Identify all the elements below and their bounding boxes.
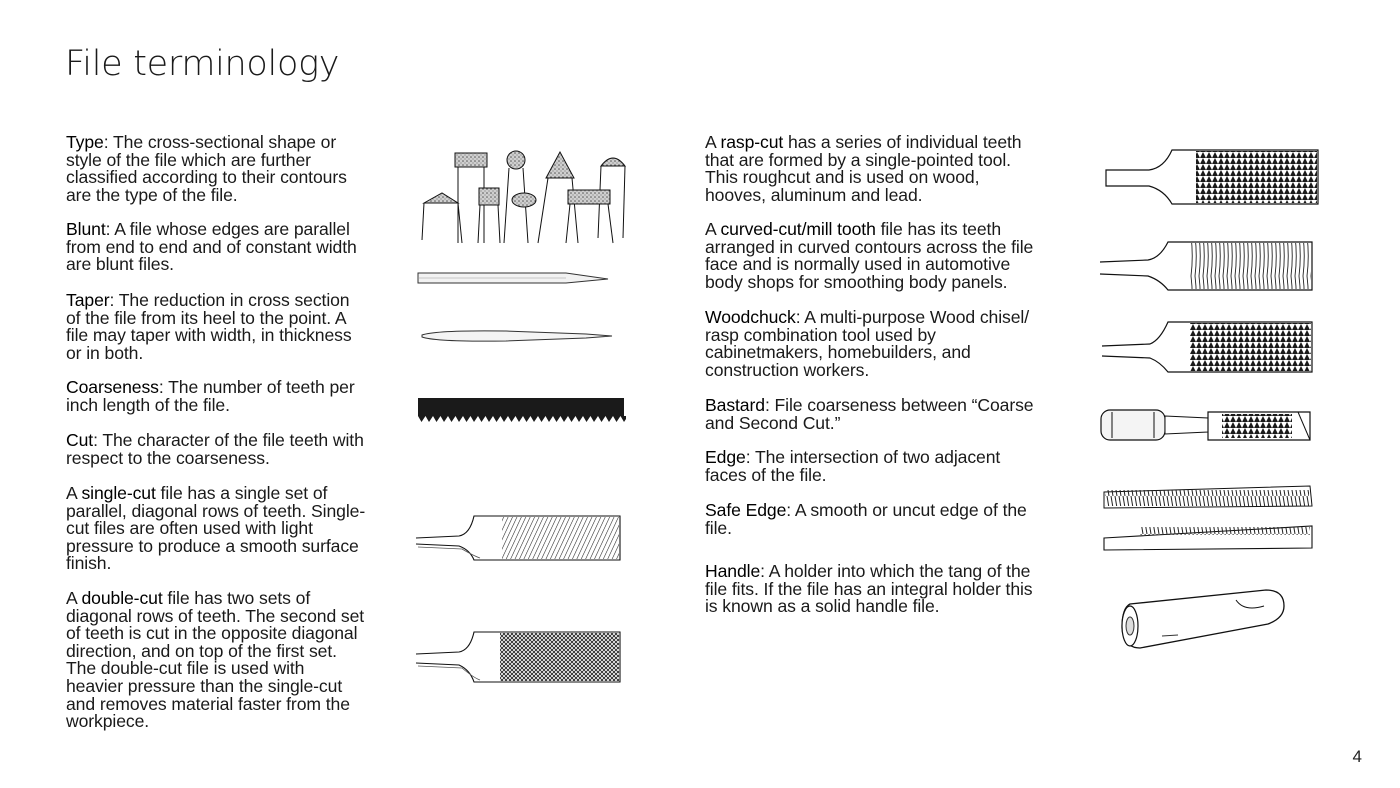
term-edge: Edge: The intersection of two adjacent faces of the file. (705, 447, 1001, 485)
page-number: 4 (1352, 747, 1362, 766)
term-curved-cut: A curved-cut/mill tooth file has its teeth arranged in curved contours across the file face and is normally used in automotive body shops for smoothing body panels. (705, 219, 1034, 292)
term-name: curved-cut/mill tooth (720, 219, 876, 239)
taper-file-illustration (416, 326, 616, 346)
term-safe-edge: Safe Edge: A smooth or uncut edge of the file. (705, 500, 1027, 538)
term-double-cut: A double-cut file has two sets of diagonal rows of teeth. The second set of teeth is cut in the opposite diagonal direction, and on top of the first set. The double-cut file is used with heavier pressure than the single-cut and removes material faster from the workpiece. (66, 588, 365, 732)
term-cut: Cut: The character of the file teeth with respect to the coarseness. (66, 430, 364, 468)
bastard-file-illustration (1098, 404, 1314, 446)
safe-edge-file-illustration (1100, 522, 1316, 554)
term-coarseness: Coarseness: The number of teeth per inch length of the file. (66, 377, 355, 415)
term-type: Type: The cross-sectional shape or style of the file which are further classified according to their contours are the type of the file. (66, 132, 347, 205)
double-cut-file-illustration (414, 628, 624, 688)
term-taper: Taper: The reduction in cross section of the file from its heel to the point. A file may taper with width, in thickness or in both. (66, 290, 352, 363)
single-cut-file-illustration (414, 510, 624, 566)
term-name: Safe Edge (705, 500, 787, 520)
term-name: Type (66, 132, 104, 152)
term-name: Coarseness (66, 377, 159, 397)
file-types-illustration (418, 148, 628, 246)
term-name: Edge (705, 447, 746, 467)
blunt-file-illustration (416, 268, 612, 288)
term-woodchuck: Woodchuck: A multi-purpose Wood chisel/ rasp combination tool used by cabinetmakers, homebuilders, and construction workers. (705, 307, 1030, 380)
handle-illustration (1118, 586, 1318, 652)
term-name: double-cut (81, 588, 163, 608)
edge-file-illustration (1102, 484, 1316, 514)
woodchuck-file-illustration (1100, 318, 1316, 376)
term-name: Blunt (66, 219, 106, 239)
term-name: rasp-cut (720, 132, 784, 152)
term-name: Cut (66, 430, 94, 450)
coarseness-illustration (418, 398, 626, 426)
page-title: File terminology (65, 44, 340, 84)
term-name: single-cut (81, 483, 156, 503)
term-rasp-cut: A rasp-cut has a series of individual teeth that are formed by a single-pointed tool. This roughcut and is used on wood, hooves, aluminum and lead. (705, 132, 1022, 205)
curved-cut-file-illustration (1098, 236, 1316, 296)
rasp-cut-file-illustration (1104, 146, 1320, 208)
term-blunt: Blunt: A file whose edges are parallel from end to end and of constant width are blunt files. (66, 219, 357, 275)
term-single-cut: A single-cut file has a single set of parallel, diagonal rows of teeth. Single-cut files are often used with light pressure to produce a smooth surface finish. (66, 483, 366, 574)
term-name: Bastard (705, 395, 765, 415)
term-name: Woodchuck (705, 307, 796, 327)
term-name: Taper (66, 290, 110, 310)
term-bastard: Bastard: File coarseness between “Coarse and Second Cut.” (705, 395, 1034, 433)
term-name: Handle (705, 561, 761, 581)
term-handle: Handle: A holder into which the tang of the file fits. If the file has an integral holder this is known as a solid handle file. (705, 561, 1033, 617)
